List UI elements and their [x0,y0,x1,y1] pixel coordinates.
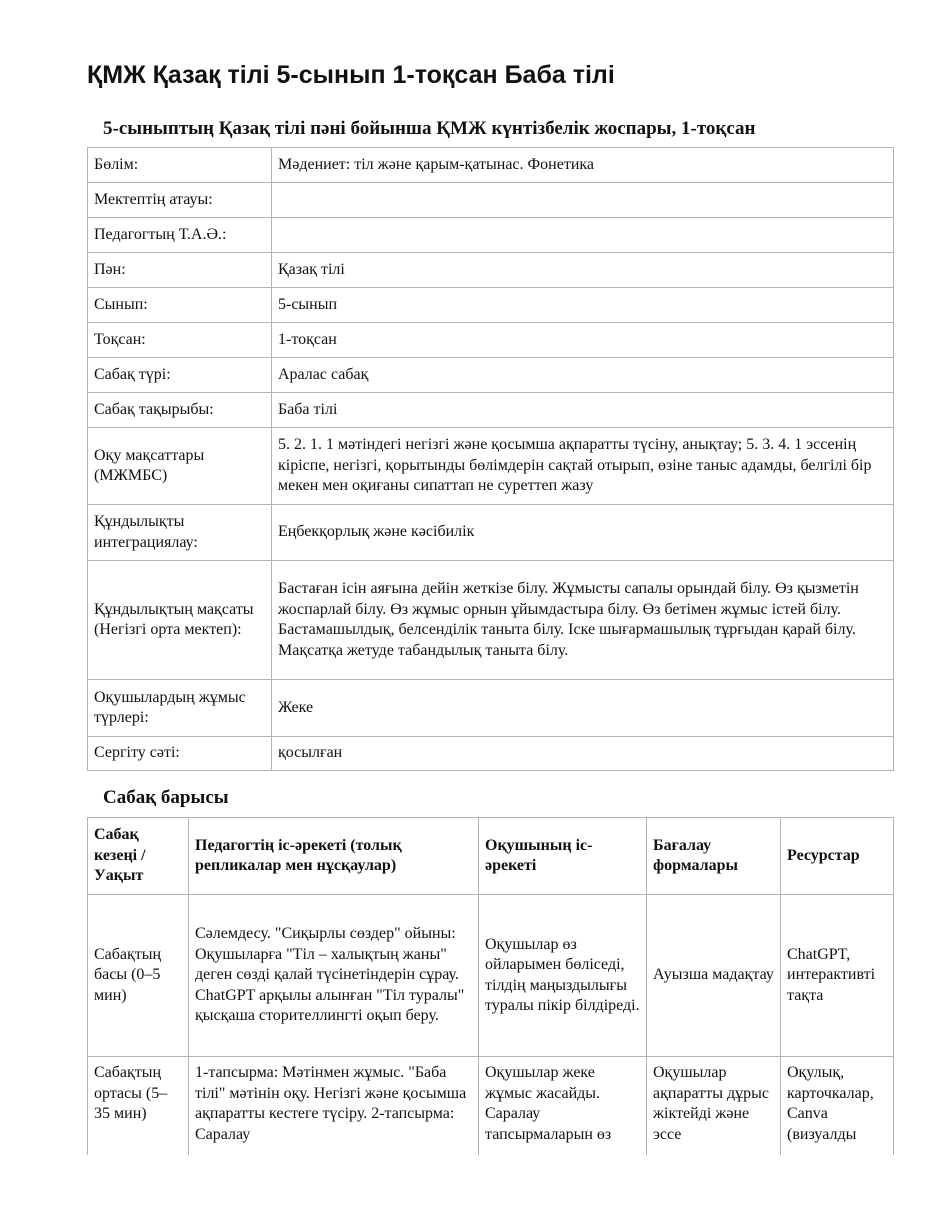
info-label: Құндылықты интеграциялау: [88,505,272,561]
table-row [88,1057,894,1156]
info-label: Пән: [88,253,272,288]
lesson-progress-table [87,817,894,1155]
info-value: 5-сынып [272,288,894,323]
info-value: 5. 2. 1. 1 мәтіндегі негізгі және қосымша ақпаратты түсіну, анықтау; 5. 3. 4. 1 эссенің кіріспе, негізгі, қорытынды бөлімдерін сақтай отырып, өзіне таныс адамды, белгілі бір мекен мен оқиғаны сипаттап не суреттеп жазу [272,428,894,505]
assessment-cell: Оқушылар ақпаратты дұрыс жіктейді және эссе [647,1057,781,1156]
plan-heading: 5-сыныптың Қазақ тілі пәні бойынша ҚМЖ күнтізбелік жоспары, 1-тоқсан [103,118,756,139]
info-value: Баба тілі [272,393,894,428]
info-value: 1-тоқсан [272,323,894,358]
info-value: Бастаған ісін аяғына дейін жеткізе білу. Жұмысты сапалы орындай білу. Өз қызметін жоспарлай білу. Өз жұмыс орнын ұйымдастыра білу. Өз бетімен жұмыс істей білу. Бастамашылдық, белсенділік таныта білу. Іске шығармашылық тұрғыдан қарай білу. Мақсатқа жетуде табандылық таныта білу. [272,561,894,680]
info-label: Тоқсан: [88,323,272,358]
column-header-stage: Сабақ кезеңі / Уақыт [88,818,189,895]
assessment-cell: Ауызша мадақтау [647,895,781,1057]
lesson-header-row [88,818,894,895]
info-label: Мектептің атауы: [88,183,272,218]
column-header-teacher-activity: Педагогтің іс-әрекеті (толық репликалар мен нұсқаулар) [189,818,479,895]
info-label: Сергіту сәті: [88,737,272,771]
info-label: Оқушылардың жұмыс түрлері: [88,680,272,737]
lesson-stage-cell: Сабақтың басы (0–5 мин) [88,895,189,1057]
resources-cell: ChatGPT, интерактивті тақта [781,895,894,1057]
column-header-assessment: Бағалау формалары [647,818,781,895]
lesson-stage-cell: Сабақтың ортасы (5–35 мин) [88,1057,189,1156]
document-title: ҚМЖ Қазақ тілі 5-сынып 1-тоқсан Баба тілі [87,61,615,89]
student-activity-cell: Оқушылар жеке жұмыс жасайды. Саралау тапсырмаларын өз [479,1057,647,1156]
info-value: Жеке [272,680,894,737]
info-label: Сабақ түрі: [88,358,272,393]
info-label: Сабақ тақырыбы: [88,393,272,428]
table-row [88,895,894,1057]
resources-cell: Оқулық, карточкалар, Canva (визуалды [781,1057,894,1156]
info-label: Сынып: [88,288,272,323]
column-header-student-activity: Оқушының іс-әрекеті [479,818,647,895]
info-label: Құндылықтың мақсаты (Негізгі орта мектеп): [88,561,272,680]
info-label: Педагогтың Т.А.Ә.: [88,218,272,253]
info-label: Оқу мақсаттары (МЖМБС) [88,428,272,505]
info-label: Бөлім: [88,148,272,183]
column-header-resources: Ресурстар [781,818,894,895]
info-value: қосылған [272,737,894,771]
lesson-progress-heading: Сабақ барысы [103,787,229,808]
info-value: Қазақ тілі [272,253,894,288]
teacher-activity-cell: 1-тапсырма: Мәтінмен жұмыс. "Баба тілі" мәтінін оқу. Негізгі және қосымша ақпаратты кестеге түсіру. 2-тапсырма: Саралау [189,1057,479,1156]
teacher-activity-cell: Сәлемдесу. "Сиқырлы сөздер" ойыны: Оқушыларға "Тіл – халықтың жаны" деген сөзді қалай түсінетіндерін сұрау. ChatGPT арқылы алынған "Тіл туралы" қысқаша сторителлингті оқып беру. [189,895,479,1057]
info-value: Аралас сабақ [272,358,894,393]
student-activity-cell: Оқушылар өз ойларымен бөліседі, тілдің маңыздылығы туралы пікір білдіреді. [479,895,647,1057]
info-value: Еңбекқорлық және кәсібилік [272,505,894,561]
info-value: Мәдениет: тіл және қарым-қатынас. Фонетика [272,148,894,183]
